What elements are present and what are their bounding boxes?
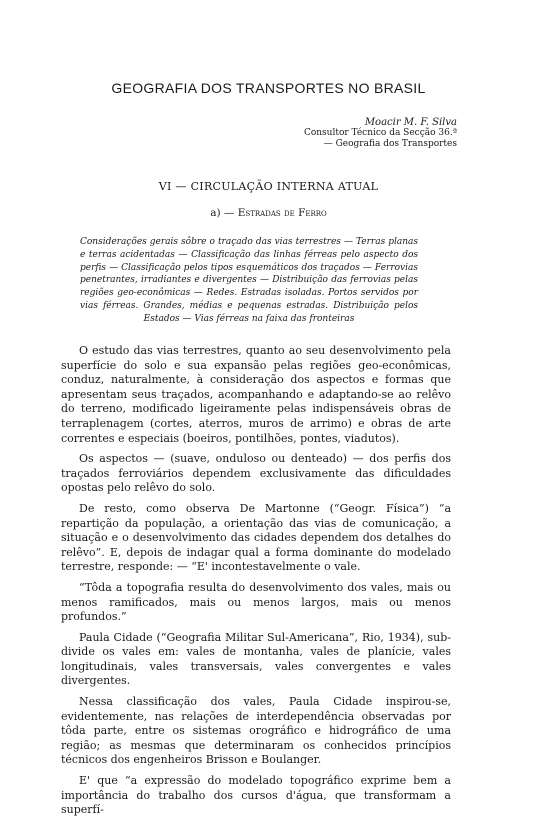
author-role-line-2: — Geografia dos Transportes	[323, 139, 457, 149]
paragraph: Os aspectos — (suave, onduloso ou denteado) — dos perfis dos traçados ferroviários dependem exclusivamente das dificuldades opostas pelo relêvo do solo.	[61, 452, 451, 495]
paragraph: E' que “a expressão do modelado topográfico exprime bem a importância do trabalho dos cursos d'água, que transformam a superfí-	[61, 774, 451, 817]
author-role-line-1: Consultor Técnico da Secção 36.ª	[303, 128, 457, 138]
article-title: GEOGRAFIA DOS TRANSPORTES NO BRASIL	[111, 80, 426, 96]
subsection-label: Estradas de Ferro	[237, 207, 327, 219]
article-body	[61, 344, 451, 824]
subsection-heading	[0, 207, 537, 219]
author-block	[304, 117, 457, 150]
paragraph: O estudo das vias terrestres, quanto ao seu desenvolvimento pela superfície do solo e sua expansão pelas regiões geo-econômicas, conduz, naturalmente, à consideração dos aspectos e formas que apresentam seus traçados, acompanhando e adaptando-se ao relêvo do terreno, modificado ligeiramente pelas indispensáveis obras de terraplenagem (cortes, aterros, muros de arrimo) e obras de arte correntes e especiais (boeiros, pontilhões, pontes, viadutos).	[61, 344, 451, 445]
paragraph: De resto, como observa De Martonne (“Geogr. Física”) “a repartição da população, a orientação das vias de comunicação, a situação e o desenvolvimento das cidades dependem dos detalhes do relêvo”. E, depois de indagar qual a forma dominante do modelado terrestre, responde: — “E' incontestavelmente o vale.	[61, 501, 451, 574]
author-name: Moacir M. F. Silva	[364, 117, 457, 128]
paragraph: Paula Cidade (“Geografia Militar Sul-Americana”, Rio, 1934), sub-divide os vales em: vales de montanha, vales de planície, vales longitudinais, vales transversais, vales convergentes e vales divergentes.	[61, 630, 451, 688]
section-heading: VI — CIRCULAÇÃO INTERNA ATUAL	[158, 180, 379, 193]
abstract: Considerações gerais sôbre o traçado das vias terrestres — Terras planas e terras acidentadas — Classificação das linhas férreas pelo aspecto dos perfis — Classificação pelos tipos esquemáticos dos traçados — Ferrovias penetrantes, irradiantes e divergentes — Distribuição das ferrovias pelas regiões geo-econômicas — Redes. Estradas isoladas. Portos servidos por vias férreas. Grandes, médias e pequenas estradas. Distribuição pelos Estados — Vias férreas na faixa das fronteiras	[80, 237, 418, 324]
subsection-prefix: a) —	[210, 207, 238, 219]
paragraph: “Tôda a topografia resulta do desenvolvimento dos vales, mais ou menos ramificados, mais ou menos largos, mais ou menos profundos.”	[61, 580, 451, 624]
paragraph: Nessa classificação dos vales, Paula Cidade inspirou-se, evidentemente, nas relações de interdependência observadas por tôda parte, entre os sistemas orográfico e hidrográfico de uma região; as mesmas que determinaram os conhecidos princípios técnicos dos engenheiros Brisson e Boulanger.	[61, 695, 451, 767]
